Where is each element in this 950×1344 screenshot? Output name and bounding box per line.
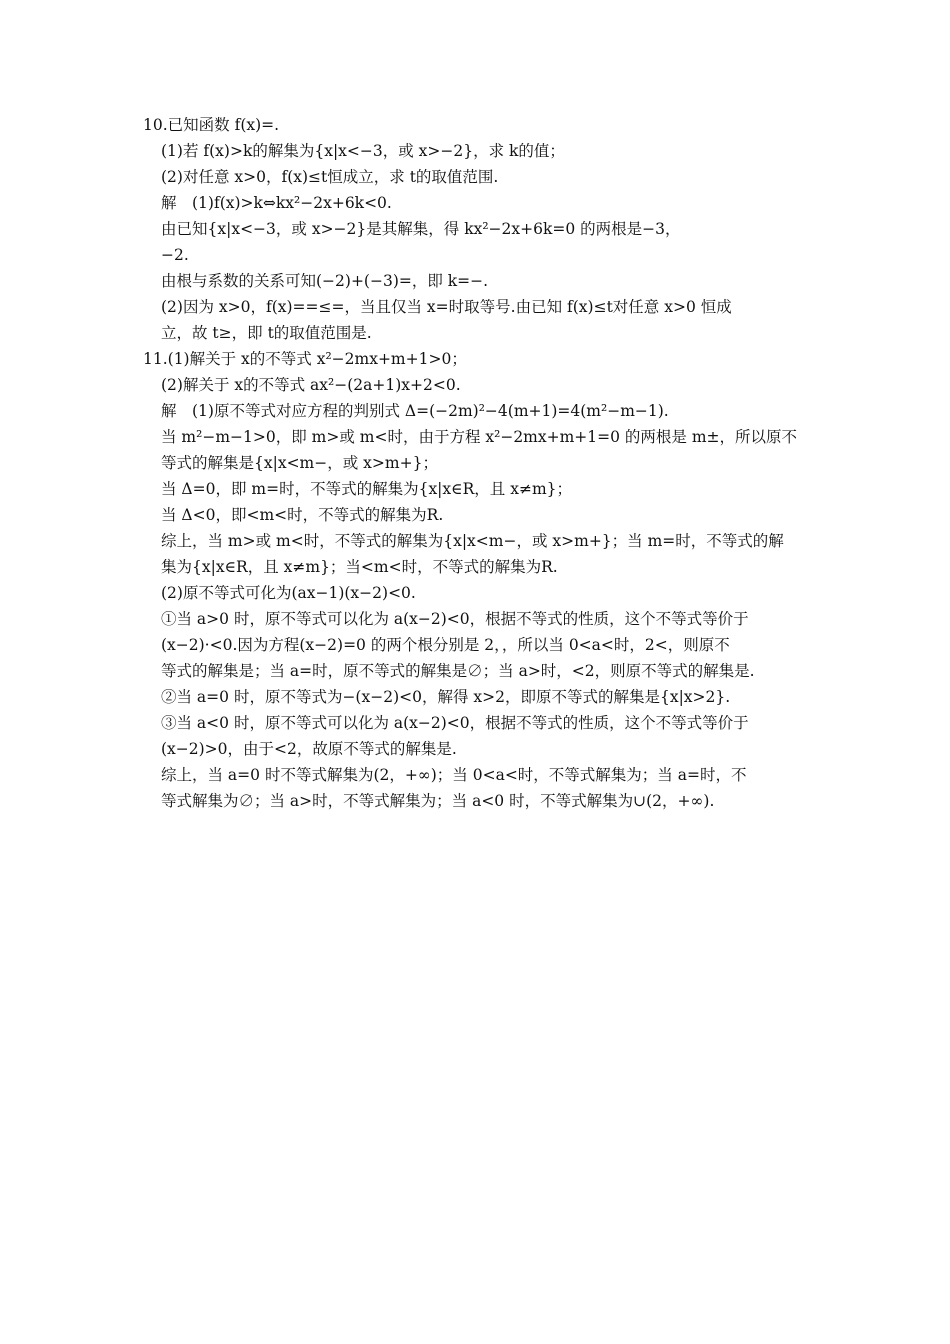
solution-line: 由根与系数的关系可知(−2)+(−3)=，即 k=−. xyxy=(161,272,489,290)
solution-line: (x−2)·<0.因为方程(x−2)=0 的两个根分别是 2，，所以当 0<a<时，2<，则原不 xyxy=(161,636,730,654)
solution-line: −2. xyxy=(161,246,189,264)
solution-line: 集为{x|x∈R，且 x≠m}；当<m<时，不等式的解集为R. xyxy=(161,558,558,576)
solution-line: 等式的解集是；当 a=时，原不等式的解集是∅；当 a>时，<2，则原不等式的解集是. xyxy=(161,662,755,680)
question-10-part-2: (2)对任意 x>0，f(x)≤t恒成立，求 t的取值范围. xyxy=(161,168,499,186)
solution-line: 当 m²−m−1>0，即 m>或 m<时，由于方程 x²−2mx+m+1=0 的两根是 m±，所以原不 xyxy=(161,428,798,446)
solution-line: (x−2)>0，由于<2，故原不等式的解集是. xyxy=(161,740,457,758)
document-body xyxy=(143,112,811,814)
question-11-heading: 11.(1)解关于 x的不等式 x²−2mx+m+1>0； xyxy=(143,350,467,368)
solution-line: 等式的解集是{x|x<m−，或 x>m+}； xyxy=(161,454,438,472)
solution-line: 当 Δ=0，即 m=时，不等式的解集为{x|x∈R，且 x≠m}； xyxy=(161,480,573,498)
solution-line: (2)因为 x>0，f(x)==≤=，当且仅当 x=时取等号.由已知 f(x)≤t对任意 x>0 恒成 xyxy=(161,298,732,316)
question-11-part-2: (2)解关于 x的不等式 ax²−(2a+1)x+2<0. xyxy=(161,376,461,394)
solution-line: 立，故 t≥，即 t的取值范围是. xyxy=(161,324,372,342)
solution-line: (2)原不等式可化为(ax−1)(x−2)<0. xyxy=(161,584,416,602)
solution-line: ③当 a<0 时，原不等式可以化为 a(x−2)<0，根据不等式的性质，这个不等式等价于 xyxy=(161,714,749,732)
solution-line: ②当 a=0 时，原不等式为−(x−2)<0，解得 x>2，即原不等式的解集是{x|x>2}. xyxy=(161,688,731,706)
question-10-part-1: (1)若 f(x)>k的解集为{x|x<−3，或 x>−2}，求 k的值； xyxy=(161,142,565,160)
solution-line: 综上，当 m>或 m<时，不等式的解集为{x|x<m−，或 x>m+}；当 m=时，不等式的解 xyxy=(161,532,784,550)
solution-line: 由已知{x|x<−3，或 x>−2}是其解集，得 kx²−2x+6k=0 的两根是−3， xyxy=(161,220,681,238)
solution-line: 综上，当 a=0 时不等式解集为(2，+∞)；当 0<a<时，不等式解集为；当 a=时，不 xyxy=(161,766,747,784)
solution-line: ①当 a>0 时，原不等式可以化为 a(x−2)<0，根据不等式的性质，这个不等式等价于 xyxy=(161,610,749,628)
solution-line: 解 (1)f(x)>k⇔kx²−2x+6k<0. xyxy=(161,194,392,212)
solution-line: 等式解集为∅；当 a>时，不等式解集为；当 a<0 时，不等式解集为∪(2，+∞). xyxy=(161,792,715,810)
solution-line: 解 (1)原不等式对应方程的判别式 Δ=(−2m)²−4(m+1)=4(m²−m−1). xyxy=(161,402,669,420)
solution-line: 当 Δ<0，即<m<时，不等式的解集为R. xyxy=(161,506,444,524)
question-10-heading: 10.已知函数 f(x)=. xyxy=(143,116,280,134)
